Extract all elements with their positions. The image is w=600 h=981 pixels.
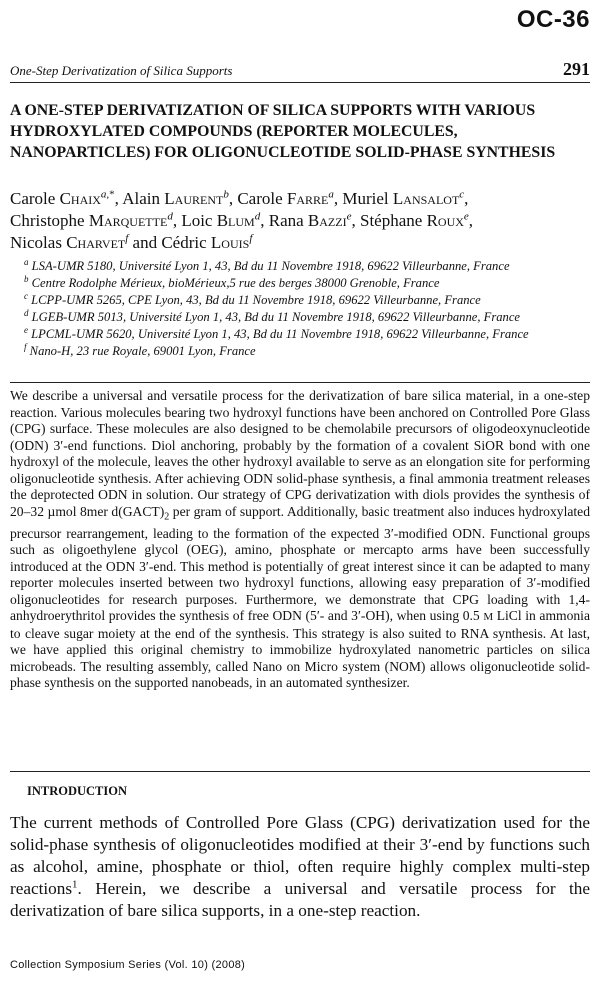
author-affiliation-mark: d (254, 210, 261, 223)
abstract-part3: LiCl in ammonia to cleave sugar moiety at the end of the synthesis. This strategy is also suited to RNA synthesis. At last, we have applied this original chemistry to immobilize hydroxylated nanometric particles on silica microbeads. The resulting assembly, called Nano on Micro system (NOM) allows oligonucleotide solid-phase synthesis on the supported nanobeads, in an automated synthesizer. (10, 608, 590, 691)
author-affiliation-mark: a, (100, 188, 110, 201)
author-name (122, 189, 229, 208)
session-code: OC-36 (516, 6, 590, 33)
author-last-name: Chaix (59, 189, 101, 208)
author-affiliation-mark: f (125, 232, 129, 245)
author-affiliation-mark: f (249, 232, 253, 245)
abstract-part2: per gram of support. Additionally, basic treatment also induces hydroxylated precursor rearrangement, leading to the formation of the expected 3′-modified ODN. Functional groups such as oligoethylene glycol (OEG), amino, phosphate or mercapto arms have been successfully introduced at the ODN 3′-end. This method is potentially of great interest since it can be adapted to many reporter molecules inserted between two hydroxyl functions, allowing easy preparation of 3′-modified oligonucleotides for research purposes. Furthermore, we demonstrate that CPG loading with 1,4-anhydroerythritol provides the synthesis of free ODN (5′- and 3′-OH), when using 0.5 (10, 503, 590, 624)
author-list (10, 188, 590, 254)
author-last-name: Charvet (66, 233, 126, 252)
author-separator: , (468, 211, 474, 230)
affiliation-item (24, 292, 590, 309)
paper-title: A ONE-STEP DERIVATIZATION OF SILICA SUPPORTS WITH VARIOUS HYDROXYLATED COMPOUNDS (REPORTER MOLECULES, NANOPARTICLES) FOR OLIGONUCLEOTIDE SOLID-PHASE SYNTHESIS (10, 102, 556, 161)
author-name (181, 211, 260, 230)
author-affiliation-mark: e (463, 210, 469, 223)
author-first-name: Alain (122, 189, 161, 208)
affiliation-mark: e (24, 324, 28, 335)
affiliation-item (24, 309, 590, 326)
author-name (237, 189, 334, 208)
affiliation-item (24, 258, 590, 275)
author-first-name: Loic (181, 211, 213, 230)
corresponding-author-mark: * (109, 188, 115, 201)
abstract-subscript: 2 (164, 511, 170, 523)
author-name (10, 233, 128, 252)
affiliation-mark: b (24, 273, 29, 284)
abstract (10, 388, 590, 692)
intro-text2: . Herein, we describe a universal and versatile process for the derivatization of bare silica supports, in a one-step reaction. (10, 879, 590, 920)
section-heading-introduction: INTRODUCTION (27, 784, 128, 798)
author-separator: , (172, 211, 182, 230)
affiliation-mark: c (24, 290, 28, 301)
author-separator: , (333, 189, 343, 208)
author-name (342, 189, 464, 208)
author-last-name: Bazzi (307, 211, 347, 230)
author-separator: , (114, 189, 123, 208)
author-affiliation-mark: b (223, 188, 229, 201)
intro-text1: The current methods of Controlled Pore Glass (CPG) derivatization used for the solid-phase synthesis of oligonucleotides modified at their 3′-end by functions such as alcohol, amine, phosphate or thiol, often require highly complex multi-step reactions (10, 813, 590, 898)
affiliation-text: LCPP-UMR 5265, CPE Lyon, 43, Bd du 11 Novembre 1918, 69622 Villeurbanne, France (31, 293, 481, 307)
affiliation-text: LGEB-UMR 5013, Université Lyon 1, 43, Bd du 11 Novembre 1918, 69622 Villeurbanne, France (31, 310, 521, 324)
author-last-name: Blum (216, 211, 255, 230)
author-name (269, 211, 352, 230)
author-last-name: Farre (286, 189, 329, 208)
running-header (10, 60, 590, 83)
author-first-name: Carole (10, 189, 56, 208)
author-first-name: Rana (268, 211, 304, 230)
author-first-name: Christophe (10, 211, 85, 230)
author-first-name: Cédric (161, 233, 207, 252)
author-last-name: Lansalot (392, 189, 460, 208)
author-name (161, 233, 252, 252)
affiliation-text: LPCML-UMR 5620, Université Lyon 1, 43, Bd du 11 Novembre 1918, 69622 Villeurbanne, France (31, 327, 529, 341)
affiliation-item (24, 326, 590, 343)
affiliation-list (24, 258, 590, 360)
author-last-name: Laurent (164, 189, 224, 208)
affiliation-item (24, 343, 590, 360)
author-separator: , (351, 211, 360, 230)
affiliation-item (24, 275, 590, 292)
footer-citation: Collection Symposium Series (Vol. 10) (2008) (10, 959, 246, 971)
introduction-text (10, 812, 590, 922)
affiliation-text: Nano-H, 23 rue Royale, 69001 Lyon, France (29, 344, 256, 358)
affiliation-mark: d (24, 307, 29, 318)
author-last-name: Louis (210, 233, 250, 252)
affiliation-mark: a (24, 256, 29, 267)
author-first-name: Nicolas (10, 233, 62, 252)
affiliation-text: Centre Rodolphe Mérieux, bioMérieux,5 rue des berges 38000 Grenoble, France (31, 276, 440, 290)
author-name (10, 211, 173, 230)
author-first-name: Muriel (342, 189, 389, 208)
abstract-part1: We describe a universal and versatile process for the derivatization of bare silica material, in a one-step reaction. Various molecules bearing two hydroxyl functions have been anchored on Controlled Pore Glass (CPG) surface. These molecules are also designed to be chemolabile precursors of oligodeoxynucleotide (ODN) 3′-end functions. Diol anchoring, probably by the formation of a covalent SiOR bond with one hydroxyl of the molecule, leaves the other hydroxyl available to serve as an elongation site for performing oligonucleotide synthesis. After achieving ODN solid-phase synthesis, a final ammonia treatment releases the deprotected ODN in solution. Our strategy of CPG derivatization with diols provides the synthesis of 20–32 µmol 8mer d(GACT) (10, 388, 590, 519)
author-name (10, 189, 115, 208)
author-separator: , (228, 189, 238, 208)
author-affiliation-mark: a (328, 188, 334, 201)
author-last-name: Marquette (88, 211, 168, 230)
abstract-bottom-rule (10, 771, 590, 772)
author-separator: , (260, 211, 269, 230)
author-separator: , (464, 189, 469, 208)
abstract-unit: M (483, 611, 494, 624)
page-number: 291 (563, 59, 590, 79)
affiliation-mark: f (24, 341, 27, 352)
abstract-top-rule (10, 382, 590, 383)
affiliation-text: LSA-UMR 5180, Université Lyon 1, 43, Bd du 11 Novembre 1918, 69622 Villeurbanne, France (31, 259, 510, 273)
author-affiliation-mark: c (459, 188, 465, 201)
author-last-name: Roux (426, 211, 464, 230)
author-first-name: Carole (237, 189, 283, 208)
intro-ref: 1 (72, 878, 78, 891)
author-name (360, 211, 469, 230)
running-title: One-Step Derivatization of Silica Supports (10, 63, 233, 78)
author-affiliation-mark: d (167, 210, 173, 223)
author-first-name: Stéphane (359, 211, 423, 230)
author-separator: and (128, 233, 162, 252)
author-affiliation-mark: e (346, 210, 352, 223)
